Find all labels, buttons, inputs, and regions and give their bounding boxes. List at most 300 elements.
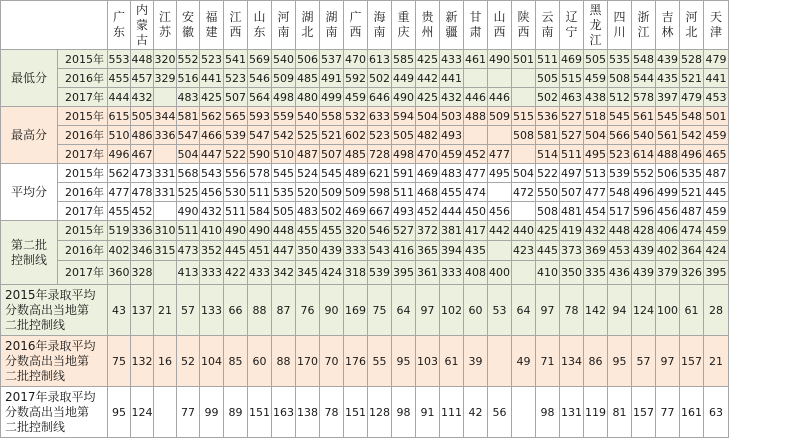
score-cell: 496 <box>108 145 131 164</box>
province-header: 黑 龙 江 <box>584 1 608 50</box>
score-cell: 578 <box>248 164 272 183</box>
diff-cell: 56 <box>488 387 512 438</box>
score-cell: 511 <box>177 221 200 241</box>
province-header: 内 蒙 古 <box>131 1 154 50</box>
score-cell: 509 <box>320 183 344 202</box>
score-cell: 539 <box>368 261 392 285</box>
score-cell: 491 <box>320 69 344 88</box>
score-cell: 445 <box>536 241 560 261</box>
score-cell: 365 <box>416 241 440 261</box>
province-header: 辽 宁 <box>560 1 584 50</box>
diff-cell: 95 <box>608 336 632 387</box>
score-cell: 591 <box>392 164 416 183</box>
score-cell: 545 <box>608 107 632 126</box>
diff-cell: 75 <box>108 336 131 387</box>
score-cell: 537 <box>320 50 344 69</box>
diff-cell: 53 <box>488 285 512 336</box>
score-cell: 439 <box>632 241 656 261</box>
score-cell: 333 <box>440 261 464 285</box>
score-cell: 448 <box>131 50 154 69</box>
score-cell: 469 <box>344 202 368 221</box>
score-cell: 425 <box>536 221 560 241</box>
score-cell: 344 <box>154 107 177 126</box>
score-cell: 548 <box>632 50 656 69</box>
diff-cell: 157 <box>680 336 704 387</box>
score-cell: 333 <box>344 241 368 261</box>
score-cell: 447 <box>200 145 224 164</box>
province-header: 海 南 <box>368 1 392 50</box>
diff-cell: 132 <box>131 336 154 387</box>
summary-row <box>1 336 729 387</box>
diff-cell: 43 <box>108 285 131 336</box>
score-cell: 565 <box>224 107 248 126</box>
category-label: 第二批 控制线 <box>1 221 58 285</box>
year-label: 2016年 <box>58 183 108 202</box>
score-cell: 521 <box>320 126 344 145</box>
score-cell: 449 <box>392 69 416 88</box>
score-cell: 542 <box>680 126 704 145</box>
diff-cell: 137 <box>131 285 154 336</box>
score-cell <box>512 261 536 285</box>
province-header: 天 津 <box>704 1 729 50</box>
score-cell: 477 <box>108 183 131 202</box>
score-cell: 569 <box>248 50 272 69</box>
score-cell: 504 <box>177 145 200 164</box>
score-cell: 487 <box>296 145 320 164</box>
score-cell: 490 <box>392 88 416 107</box>
score-cell: 478 <box>131 183 154 202</box>
diff-cell: 81 <box>608 387 632 438</box>
score-cell <box>488 69 512 88</box>
score-cell: 497 <box>560 164 584 183</box>
score-cell: 504 <box>512 164 536 183</box>
score-cell: 578 <box>632 88 656 107</box>
diff-cell: 28 <box>704 285 729 336</box>
province-header: 浙 江 <box>632 1 656 50</box>
score-cell: 505 <box>584 50 608 69</box>
score-cell: 536 <box>536 107 560 126</box>
score-cell: 535 <box>680 164 704 183</box>
diff-cell: 161 <box>680 387 704 438</box>
score-cell: 525 <box>177 183 200 202</box>
score-cell: 511 <box>560 145 584 164</box>
score-cell: 419 <box>560 221 584 241</box>
score-cell: 593 <box>248 107 272 126</box>
diff-cell: 49 <box>512 336 536 387</box>
score-cell: 468 <box>416 183 440 202</box>
score-cell: 621 <box>368 164 392 183</box>
table-row <box>1 241 729 261</box>
score-cell: 402 <box>108 241 131 261</box>
score-cell: 590 <box>248 145 272 164</box>
score-cell: 326 <box>680 261 704 285</box>
score-cell: 528 <box>680 50 704 69</box>
score-cell: 486 <box>131 126 154 145</box>
score-cell: 493 <box>440 126 464 145</box>
score-cell: 543 <box>368 241 392 261</box>
score-cell: 472 <box>512 183 536 202</box>
score-cell: 615 <box>108 107 131 126</box>
year-label: 2016年 <box>58 69 108 88</box>
score-cell: 509 <box>488 107 512 126</box>
diff-cell: 131 <box>560 387 584 438</box>
score-cell: 539 <box>224 126 248 145</box>
score-cell: 335 <box>584 261 608 285</box>
score-cell: 428 <box>632 221 656 241</box>
score-cell: 477 <box>584 183 608 202</box>
score-cell: 516 <box>177 69 200 88</box>
score-cell: 331 <box>154 164 177 183</box>
diff-cell: 21 <box>704 336 729 387</box>
score-cell: 561 <box>656 126 680 145</box>
score-cell: 562 <box>200 107 224 126</box>
score-cell: 455 <box>108 69 131 88</box>
score-cell: 463 <box>560 88 584 107</box>
score-cell: 480 <box>296 88 320 107</box>
score-cell: 530 <box>224 183 248 202</box>
score-cell: 455 <box>296 221 320 241</box>
score-cell: 456 <box>200 183 224 202</box>
score-cell: 485 <box>296 69 320 88</box>
score-cell: 402 <box>656 241 680 261</box>
score-cell: 413 <box>177 261 200 285</box>
score-cell: 481 <box>560 202 584 221</box>
diff-cell: 124 <box>131 387 154 438</box>
score-cell: 596 <box>632 202 656 221</box>
score-cell: 502 <box>536 88 560 107</box>
score-cell: 439 <box>632 261 656 285</box>
diff-cell: 104 <box>200 336 224 387</box>
score-cell: 425 <box>416 50 440 69</box>
score-cell: 509 <box>344 183 368 202</box>
score-cell: 328 <box>131 261 154 285</box>
score-cell: 613 <box>368 50 392 69</box>
header-row <box>1 1 729 50</box>
province-header: 重 庆 <box>392 1 416 50</box>
score-cell: 360 <box>108 261 131 285</box>
score-cell: 521 <box>680 183 704 202</box>
score-cell: 545 <box>320 164 344 183</box>
score-cell: 581 <box>536 126 560 145</box>
score-cell: 473 <box>131 164 154 183</box>
score-cell: 459 <box>584 69 608 88</box>
score-cell <box>154 202 177 221</box>
diff-cell: 64 <box>392 285 416 336</box>
score-cell: 440 <box>512 221 536 241</box>
score-cell: 545 <box>272 164 296 183</box>
diff-cell: 61 <box>440 336 464 387</box>
score-cell: 445 <box>224 241 248 261</box>
year-label: 2015年 <box>58 107 108 126</box>
diff-cell: 95 <box>108 387 131 438</box>
score-cell: 470 <box>344 50 368 69</box>
score-cell: 504 <box>416 107 440 126</box>
diff-cell: 100 <box>656 285 680 336</box>
province-header: 贵 州 <box>416 1 440 50</box>
score-cell: 505 <box>536 69 560 88</box>
province-header: 新 疆 <box>440 1 464 50</box>
score-cell: 454 <box>584 202 608 221</box>
diff-cell: 91 <box>416 387 440 438</box>
summary-label: 2016年录取平均 分数高出当地第 二批控制线 <box>1 336 108 387</box>
score-cell <box>464 126 488 145</box>
score-cell: 474 <box>464 183 488 202</box>
score-cell: 496 <box>680 145 704 164</box>
score-cell: 553 <box>108 50 131 69</box>
score-cell: 602 <box>344 126 368 145</box>
score-cell: 450 <box>464 202 488 221</box>
diff-cell: 89 <box>224 387 248 438</box>
score-cell: 488 <box>656 145 680 164</box>
score-cell: 395 <box>392 261 416 285</box>
score-cell: 455 <box>108 202 131 221</box>
score-cell: 394 <box>440 241 464 261</box>
score-cell: 466 <box>200 126 224 145</box>
score-cell: 488 <box>464 107 488 126</box>
score-cell: 523 <box>224 69 248 88</box>
summary-label: 2017年录取平均 分数高出当地第 二批控制线 <box>1 387 108 438</box>
diff-cell: 151 <box>248 387 272 438</box>
score-cell: 514 <box>536 145 560 164</box>
score-cell: 539 <box>608 164 632 183</box>
score-cell: 400 <box>488 261 512 285</box>
score-cell <box>154 88 177 107</box>
score-cell: 490 <box>488 50 512 69</box>
diff-cell: 39 <box>464 336 488 387</box>
score-cell: 499 <box>656 183 680 202</box>
score-cell: 422 <box>224 261 248 285</box>
diff-cell: 176 <box>344 336 368 387</box>
score-cell: 487 <box>704 164 729 183</box>
score-cell: 451 <box>248 241 272 261</box>
score-cell: 490 <box>224 221 248 241</box>
score-cell: 517 <box>608 202 632 221</box>
score-cell: 512 <box>608 88 632 107</box>
score-cell: 352 <box>200 241 224 261</box>
year-label: 2017年 <box>58 261 108 285</box>
score-cell: 467 <box>131 145 154 164</box>
score-cell: 490 <box>177 202 200 221</box>
score-cell: 511 <box>224 202 248 221</box>
score-cell: 521 <box>680 69 704 88</box>
score-cell: 483 <box>296 202 320 221</box>
province-header: 云 南 <box>536 1 560 50</box>
province-header: 吉 林 <box>656 1 680 50</box>
diff-cell: 119 <box>584 387 608 438</box>
category-label: 最高分 <box>1 107 58 164</box>
score-cell: 318 <box>344 261 368 285</box>
province-header: 湖 北 <box>296 1 320 50</box>
summary-label: 2015年录取平均 分数高出当地第 二批控制线 <box>1 285 108 336</box>
score-cell: 510 <box>108 126 131 145</box>
diff-cell: 157 <box>632 387 656 438</box>
diff-cell: 77 <box>177 387 200 438</box>
score-cell: 452 <box>464 145 488 164</box>
diff-cell: 60 <box>248 336 272 387</box>
score-cell: 728 <box>368 145 392 164</box>
score-cell: 561 <box>632 107 656 126</box>
score-cell: 540 <box>632 126 656 145</box>
diff-cell: 133 <box>200 285 224 336</box>
table-row <box>1 107 729 126</box>
score-cell: 452 <box>131 202 154 221</box>
score-cell: 329 <box>154 69 177 88</box>
table-row <box>1 145 729 164</box>
score-cell: 441 <box>200 69 224 88</box>
diff-cell: 128 <box>368 387 392 438</box>
diff-cell: 77 <box>656 387 680 438</box>
year-label: 2015年 <box>58 50 108 69</box>
province-header: 山 西 <box>488 1 512 50</box>
score-cell: 498 <box>392 145 416 164</box>
score-cell: 506 <box>296 50 320 69</box>
province-header: 安 徽 <box>177 1 200 50</box>
diff-cell: 78 <box>560 285 584 336</box>
score-cell <box>512 69 536 88</box>
province-header: 山 东 <box>248 1 272 50</box>
score-cell <box>464 69 488 88</box>
score-cell: 511 <box>392 183 416 202</box>
score-cell: 503 <box>440 107 464 126</box>
score-cell: 315 <box>154 241 177 261</box>
diff-cell: 97 <box>416 285 440 336</box>
score-cell: 459 <box>440 145 464 164</box>
score-cell: 479 <box>704 50 729 69</box>
score-cell: 369 <box>584 241 608 261</box>
province-header: 福 建 <box>200 1 224 50</box>
score-cell: 506 <box>656 164 680 183</box>
score-cell: 479 <box>680 88 704 107</box>
score-cell: 490 <box>248 221 272 241</box>
diff-cell: 75 <box>368 285 392 336</box>
score-cell: 543 <box>200 164 224 183</box>
score-cell: 501 <box>512 50 536 69</box>
score-cell: 532 <box>344 107 368 126</box>
score-cell: 446 <box>464 88 488 107</box>
province-header: 四 川 <box>608 1 632 50</box>
score-cell: 508 <box>608 69 632 88</box>
score-cell: 527 <box>560 107 584 126</box>
score-cell: 581 <box>177 107 200 126</box>
score-cell: 548 <box>608 183 632 202</box>
score-cell: 547 <box>248 126 272 145</box>
table-row <box>1 261 729 285</box>
table-row <box>1 88 729 107</box>
diff-cell: 102 <box>440 285 464 336</box>
score-cell: 350 <box>560 261 584 285</box>
year-label: 2017年 <box>58 145 108 164</box>
diff-cell: 88 <box>248 285 272 336</box>
score-cell <box>488 241 512 261</box>
score-cell: 495 <box>584 145 608 164</box>
score-cell: 614 <box>632 145 656 164</box>
score-cell: 483 <box>440 164 464 183</box>
score-cell: 410 <box>200 221 224 241</box>
score-cell: 507 <box>224 88 248 107</box>
score-cell: 547 <box>177 126 200 145</box>
diff-cell: 86 <box>584 336 608 387</box>
score-cell: 548 <box>680 107 704 126</box>
score-cell: 470 <box>416 145 440 164</box>
score-cell: 425 <box>416 88 440 107</box>
diff-cell: 70 <box>320 336 344 387</box>
table-row <box>1 183 729 202</box>
score-cell: 584 <box>248 202 272 221</box>
score-cell: 535 <box>608 50 632 69</box>
score-cell: 510 <box>272 145 296 164</box>
score-cell: 546 <box>368 221 392 241</box>
score-cell: 452 <box>416 202 440 221</box>
score-cell: 455 <box>440 183 464 202</box>
score-cell: 562 <box>108 164 131 183</box>
score-cell: 489 <box>344 164 368 183</box>
diff-cell: 90 <box>320 285 344 336</box>
score-cell: 459 <box>344 88 368 107</box>
score-cell: 482 <box>416 126 440 145</box>
score-cell: 435 <box>464 241 488 261</box>
score-cell: 566 <box>608 126 632 145</box>
province-header: 河 北 <box>680 1 704 50</box>
score-cell: 564 <box>248 88 272 107</box>
score-cell: 515 <box>560 69 584 88</box>
score-cell: 535 <box>272 183 296 202</box>
province-header: 河 南 <box>272 1 296 50</box>
score-cell: 498 <box>272 88 296 107</box>
score-cell: 508 <box>536 202 560 221</box>
score-cell: 432 <box>584 221 608 241</box>
score-cell: 546 <box>248 69 272 88</box>
year-label: 2017年 <box>58 88 108 107</box>
diff-cell <box>512 387 536 438</box>
score-cell: 474 <box>680 221 704 241</box>
score-cell: 442 <box>488 221 512 241</box>
score-cell: 594 <box>392 107 416 126</box>
score-cell: 336 <box>154 126 177 145</box>
score-cell: 441 <box>440 69 464 88</box>
diff-cell: 170 <box>296 336 320 387</box>
province-header: 甘 肃 <box>464 1 488 50</box>
score-cell: 320 <box>344 221 368 241</box>
score-cell: 513 <box>584 164 608 183</box>
score-cell: 439 <box>656 50 680 69</box>
score-cell: 406 <box>656 221 680 241</box>
diff-cell: 98 <box>392 387 416 438</box>
score-cell: 473 <box>177 241 200 261</box>
diff-cell: 142 <box>584 285 608 336</box>
score-cell: 558 <box>320 107 344 126</box>
score-cell: 499 <box>320 88 344 107</box>
score-cell: 633 <box>368 107 392 126</box>
table-row <box>1 126 729 145</box>
province-header: 江 苏 <box>154 1 177 50</box>
table-row <box>1 164 729 183</box>
score-cell: 456 <box>488 202 512 221</box>
score-cell: 507 <box>560 183 584 202</box>
diff-cell: 61 <box>680 285 704 336</box>
score-cell: 515 <box>512 107 536 126</box>
diff-cell: 103 <box>416 336 440 387</box>
summary-row <box>1 285 729 336</box>
score-cell: 439 <box>320 241 344 261</box>
score-cell: 485 <box>344 145 368 164</box>
score-cell: 504 <box>584 126 608 145</box>
diff-cell: 55 <box>368 336 392 387</box>
score-cell: 436 <box>608 261 632 285</box>
province-header: 陕 西 <box>512 1 536 50</box>
score-cell: 545 <box>656 107 680 126</box>
diff-cell: 87 <box>272 285 296 336</box>
score-cell: 496 <box>632 183 656 202</box>
